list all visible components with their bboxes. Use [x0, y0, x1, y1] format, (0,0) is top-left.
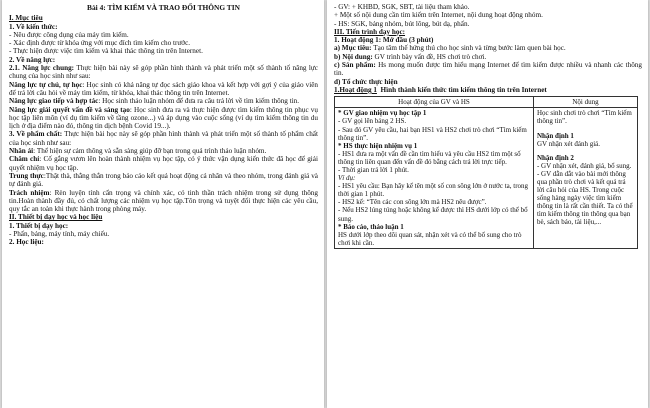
- section-equipment-heading: II. Thiết bị dạy học và học liệu: [9, 213, 103, 222]
- table-cell-line: Nhận định 2: [536, 153, 574, 162]
- materials-item: - HS: SGK, bảng nhóm, bút lông, bút dạ, phấn.: [334, 19, 470, 28]
- product-label: c) Sản phẩm:: [334, 61, 376, 70]
- table-cell-line: - GV dẫn dắt vào bài mới thông qua phần trò chơi và kết quả trả lời câu hỏi của HS. Trong cuộc sống hàng ngày việc tìm kiếm thông tin là rất cần thiết. Ta có thể tìm kiếm thông tin thông qua bạn bè, sách báo, tài liệu,...: [536, 169, 633, 227]
- general-competence-paragraph: [9, 64, 318, 81]
- content-label: b) Nội dung:: [334, 52, 373, 61]
- content-paragraph: [334, 53, 642, 61]
- goal-paragraph: [334, 44, 642, 52]
- knowledge-item: - Thực hiện được việc tìm kiếm và khai thác thông tin trên Internet.: [9, 47, 203, 56]
- organize-heading: d) Tổ chức thực hiện: [334, 77, 398, 86]
- honest-label: Trung thực: [9, 171, 44, 180]
- knowledge-item: - Nêu được công dụng của máy tìm kiếm.: [9, 30, 129, 39]
- table-cell-line: GV nhận xét đánh giá.: [536, 139, 601, 148]
- document-page-right: [327, 0, 648, 408]
- table-cell-line: - Sau đó GV yêu cầu, hai bạn HS1 và HS2 chơi trò chơi “Tìm kiếm thông tin”.: [338, 125, 527, 142]
- table-cell-line: Ví dụ:: [338, 174, 356, 183]
- lesson-title: Bài 4: TÌM KIẾM VÀ TRAO ĐỔI THÔNG TIN: [87, 3, 240, 12]
- knowledge-heading: 1. Về kiến thức:: [9, 22, 58, 31]
- responsible-label: Trách nhiệm: [9, 188, 50, 197]
- materials-item: - GV: + KHBD, SGK, SBT, tài liệu tham khảo.: [334, 3, 470, 11]
- table-cell-line: - GV gọi lên bảng 2 HS.: [338, 117, 407, 126]
- humane-label: Nhân ái: [9, 147, 34, 156]
- diligent-text: : Cố gắng vươn lên hoàn thành nhiệm vụ học tập, có ý thức vận dụng kiến thức đã học để giải quyết nhiệm vụ học tập.: [9, 155, 318, 172]
- table-cell-line: * HS thực hiện nhiệm vụ 1: [338, 141, 418, 150]
- communication-label: Năng lực giao tiếp và hợp tác: [9, 97, 99, 106]
- activity-table: [334, 96, 638, 249]
- section-objectives-heading: I. Mục tiêu: [9, 14, 43, 23]
- communication-paragraph: [9, 97, 318, 105]
- table-cell-line: HS dưới lớp theo dõi quan sát, nhận xét và có thể bổ sung cho trò chơi khi cần.: [338, 230, 522, 247]
- table-row: [335, 108, 638, 249]
- qualities-paragraph: [9, 130, 318, 147]
- table-header-activity: Hoạt động của GV và HS: [335, 97, 534, 108]
- table-header-content: Nội dung: [533, 97, 637, 108]
- knowledge-item: - Xác định được từ khóa ứng với mục đích tìm kiếm cho trước.: [9, 39, 191, 48]
- goal-label: a) Mục tiêu:: [334, 44, 372, 53]
- responsible-text: : Rèn luyện tính cẩn trọng và chính xác, có tinh thần trách nhiệm trong sử dụng thông tin.Hoàn thành đầy đủ, có chất lượng các nhiệm vụ học tập.Tôn trọng và tuyệt đối thực hiện các yêu cầu, quy tắc an toàn khi thực hành trong phòng máy.: [9, 188, 318, 214]
- activity-table-body: [335, 108, 638, 249]
- equipment-heading: 1. Thiết bị dạy học:: [9, 221, 69, 230]
- humane-text: : Thể hiện sự cảm thông và sẵn sàng giúp đỡ bạn trong quá trình thảo luận nhóm.: [33, 147, 267, 156]
- table-cell-line: - Thời gian trả lời 1 phút.: [338, 166, 409, 175]
- section-process-heading: III. Tiến trình dạy học:: [334, 27, 406, 36]
- qualities-text: Thực hiện bài học này sẽ góp phần hình thành và phát triển một số thành tố phẩm chất của học sinh như sau:: [9, 130, 318, 147]
- honest-text: :Thật thà, thẳng thắn trong báo cáo kết quả hoạt động cá nhân và theo nhóm, trong đánh giá và tự đánh giá.: [9, 171, 318, 189]
- goal-text: Tạo tâm thế hứng thú cho học sinh và từng bước làm quen bài học.: [371, 44, 566, 53]
- product-paragraph: [334, 61, 642, 78]
- activity-heading-line: [334, 86, 642, 94]
- materials-heading: 2. Học liệu:: [9, 238, 44, 247]
- document-page-left: [2, 0, 324, 408]
- table-cell-content: [533, 108, 637, 249]
- table-cell-line: - GV nhận xét, đánh giá, bổ sung.: [536, 161, 632, 170]
- table-cell-line: - HS1 yêu cầu: Bạn hãy kể tên một số con sông lớn ở nước ta, trong thời gian 1 phút.: [338, 182, 529, 199]
- activity-title: Hình thành kiến thức tìm kiếm thông tin trên Internet: [380, 85, 547, 94]
- diligent-label: Chăm chỉ: [9, 155, 40, 164]
- problem-solving-text: : Học sinh đưa ra và thực hiện được tìm kiếm thông tin phục vụ học tập liên môn (ví dụ tìm kiếm về tầng ozone...) và áp dụng vào cuộc sống (ví dụ tìm kiếm thông tin du lịch ở địa điểm nào đó, thông tin dịch bệnh Covid 19...).: [9, 105, 318, 131]
- equipment-text: - Phấn, bảng, máy tính, máy chiếu.: [9, 230, 110, 239]
- selfstudy-paragraph: [9, 81, 318, 98]
- diligent-paragraph: [9, 155, 318, 172]
- selfstudy-text: : Học sinh có khả năng tự đọc sách giáo khoa và kết hợp với gợi ý của giáo viên để trả lời câu hỏi về máy tìm kiếm, từ khóa, khai thác thông tin trên Internet.: [9, 80, 318, 97]
- table-cell-activity: [335, 108, 534, 249]
- activity1-heading: 1. Hoạt động 1: Mở đầu (3 phút): [334, 36, 434, 45]
- product-text: Hs mong muốn được tìm hiểu mạng Internet để tìm kiếm được nhiều và nhanh các thông tin.: [334, 61, 642, 78]
- content-text: GV trình bày vấn đề, HS chơi trò chơi.: [372, 52, 487, 61]
- table-cell-line: Nhận định 1: [536, 131, 574, 140]
- general-competence-text: Thực hiện bài này sẽ góp phần hình thành và phát triển một số thành tố năng lực chung của học sinh như sau:: [9, 64, 318, 81]
- table-cell-line: * GV giao nhiệm vụ học tập 1: [338, 109, 427, 118]
- selfstudy-label: Năng lực tự chủ, tự học: [9, 80, 83, 89]
- responsible-paragraph: [9, 189, 318, 214]
- problem-solving-label: Năng lực giải quyết vấn đề và sáng tạo: [9, 105, 130, 114]
- table-cell-line: - Nếu HS2 lúng túng hoặc không kể được thì HS dưới lớp có thể bổ sung.: [338, 206, 528, 223]
- honest-paragraph: [9, 172, 318, 189]
- table-cell-line: Học sinh chơi trò chơi “Tìm kiếm thông tin”.: [536, 109, 632, 126]
- table-cell-line: - HS1 đưa ra một vấn đề cần tìm hiểu và yêu cầu HS2 tìm một số thông tin liên quan đến vấn đề đó bằng cách trả lời trực tiếp.: [338, 149, 521, 166]
- qualities-heading: 3. Về phẩm chất:: [9, 130, 63, 139]
- table-cell-line: * Báo cáo, thảo luận 1: [338, 222, 404, 231]
- competence-heading: 2. Về năng lực:: [9, 55, 56, 64]
- problem-solving-paragraph: [9, 106, 318, 131]
- activity-label: 1.Hoạt động 1: [334, 85, 377, 94]
- table-cell-line: - HS2 kể: “Tên các con sông lớn mà HS2 nêu được”.: [338, 198, 487, 207]
- general-competence-label: 2.1. Năng lực chung:: [9, 64, 75, 73]
- communication-text: : Học sinh thảo luận nhóm để đưa ra câu trả lời về tìm kiếm thông tin.: [98, 97, 300, 106]
- materials-item: + Một số nội dung cần tìm kiếm trên Internet, nội dung hoạt động nhóm.: [334, 11, 543, 20]
